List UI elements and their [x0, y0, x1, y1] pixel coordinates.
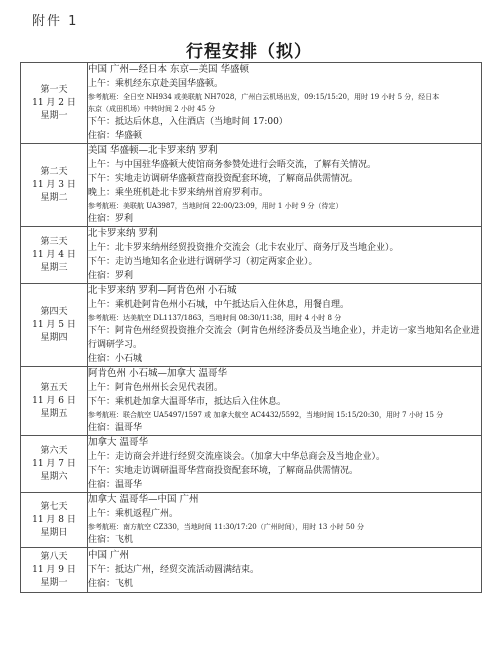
day-label: 第一天 — [40, 84, 68, 95]
day-label: 第八天 — [40, 551, 68, 562]
day-cell — [21, 367, 88, 436]
itinerary-body — [21, 63, 482, 593]
day-cell — [21, 436, 88, 493]
activity-line: 上午：北卡罗来纳州经贸投资推介交流会（北卡农业厅、商务厅及当地企业）。 — [88, 243, 399, 253]
day-label: 第三天 — [40, 236, 68, 247]
accommodation-line: 住宿：飞机 — [88, 535, 134, 545]
activity-line: 上午：阿肯色州州长会见代表团。 — [88, 383, 224, 393]
accommodation-line: 住宿：温哥华 — [88, 480, 143, 490]
route-heading: 加拿大 温哥华 — [88, 437, 149, 448]
flight-reference: 参考航班：达美航空 DL1137/1863，当地时间 08:30/11:38，用时 4 小时 8 分 — [88, 314, 342, 322]
day-detail — [88, 284, 482, 367]
day-date: 11 月 3 日 — [32, 179, 76, 190]
day-detail — [88, 144, 482, 227]
day-label: 第六天 — [40, 445, 68, 456]
day-date: 11 月 5 日 — [32, 319, 76, 330]
route-heading: 加拿大 温哥华—中国 广州 — [88, 494, 199, 505]
flight-reference: 参考航班：联合航空 UA5497/1597 或 加拿大航空 AC4432/5592，当地时间 15:15/20:30，用时 7 小时 15 分 — [88, 411, 444, 419]
activity-line: 下午：走访当地知名企业进行调研学习（初定两家企业）。 — [88, 257, 318, 267]
day-row — [21, 63, 482, 144]
day-date: 11 月 9 日 — [32, 564, 76, 575]
day-weekday: 星期五 — [40, 408, 68, 419]
day-row — [21, 227, 482, 284]
day-detail — [88, 227, 482, 284]
flight-reference: 参考航班：全日空 NH934 或美联航 NH7028，广州白云机场出发，09:15/15:20，用时 19 小时 5 分，经日本 — [88, 93, 440, 101]
annex-label: 附件 1 — [32, 14, 79, 29]
day-row — [21, 144, 482, 227]
day-weekday: 星期日 — [40, 527, 68, 538]
itinerary-table — [20, 62, 482, 593]
day-row — [21, 493, 482, 548]
accommodation-line: 住宿：小石城 — [88, 354, 143, 364]
day-label: 第二天 — [40, 166, 68, 177]
activity-line: 下午：阿肯色州经贸投资推介交流会（阿肯色州经济委员及当地企业），并走访一家当地知名企业进行调研学习。 — [88, 326, 480, 350]
day-detail — [88, 436, 482, 493]
day-row — [21, 436, 482, 493]
day-detail — [88, 493, 482, 548]
activity-line: 下午：抵达后休息，入住酒店（当地时间 17:00） — [88, 117, 288, 127]
day-cell — [21, 284, 88, 367]
flight-reference: 参考航班：南方航空 CZ330，当地时间 11:30/17:20（广州时间），用时 13 小时 50 分 — [88, 523, 364, 531]
day-label: 第五天 — [40, 382, 68, 393]
day-date: 11 月 4 日 — [32, 249, 76, 260]
day-detail — [88, 548, 482, 593]
accommodation-line: 住宿：华盛顿 — [88, 131, 143, 141]
day-date: 11 月 8 日 — [32, 514, 76, 525]
day-label: 第七天 — [40, 501, 68, 512]
route-heading: 阿肯色州 小石城—加拿大 温哥华 — [88, 368, 228, 379]
page-title: 行程安排（拟） — [186, 42, 312, 62]
route-heading: 北卡罗来纳 罗利 — [88, 228, 158, 239]
day-row — [21, 548, 482, 593]
activity-line: 上午：走访商会并进行经贸交流座谈会。（加拿大中华总商会及当地企业）。 — [88, 452, 386, 462]
day-detail — [88, 63, 482, 144]
route-heading: 中国 广州—经日本 东京—美国 华盛顿 — [88, 64, 250, 75]
day-date: 11 月 7 日 — [32, 458, 76, 469]
activity-line: 上午：乘机经东京赴美国华盛顿。 — [88, 79, 224, 89]
flight-reference: 东京（成田机场）中转时间 2 小时 45 分 — [88, 105, 216, 113]
activity-line: 上午：与中国驻华盛顿大使馆商务参赞处进行会晤交流，了解有关情况。 — [88, 160, 377, 170]
day-cell — [21, 63, 88, 144]
activity-line: 下午：实地走访调研温哥华营商投资配套环境，了解商品供需情况。 — [88, 466, 359, 476]
day-date: 11 月 2 日 — [32, 97, 76, 108]
day-label: 第四天 — [40, 306, 68, 317]
flight-reference: 参考航班：美联航 UA3987，当地时间 22:00/23:09，用时 1 小时 9 分（待定） — [88, 202, 343, 210]
activity-line: 晚上：乘坐班机赴北卡罗来纳州首府罗利市。 — [88, 188, 269, 198]
activity-line: 下午：抵达广州，经贸交流活动圆满结束。 — [88, 565, 260, 575]
accommodation-line: 住宿：飞机 — [88, 579, 134, 589]
day-row — [21, 284, 482, 367]
day-weekday: 星期一 — [40, 577, 68, 588]
activity-line: 下午：乘机赴加拿大温哥华市，抵达后入住休息。 — [88, 397, 287, 407]
day-weekday: 星期二 — [40, 192, 68, 203]
day-row — [21, 367, 482, 436]
activity-line: 下午：实地走访调研华盛顿营商投资配套环境，了解商品供需情况。 — [88, 174, 359, 184]
accommodation-line: 住宿：罗利 — [88, 271, 134, 281]
day-detail — [88, 367, 482, 436]
day-weekday: 星期四 — [40, 332, 68, 343]
day-cell — [21, 548, 88, 593]
day-cell — [21, 227, 88, 284]
route-heading: 北卡罗来纳 罗利—阿肯色州 小石城 — [88, 285, 237, 296]
day-weekday: 星期六 — [40, 471, 68, 482]
route-heading: 美国 华盛顿—北卡罗来纳 罗利 — [88, 145, 218, 156]
route-heading: 中国 广州 — [88, 550, 130, 561]
day-weekday: 星期一 — [40, 110, 68, 121]
day-weekday: 星期三 — [40, 262, 68, 273]
activity-line: 上午：乘机返程广州。 — [88, 509, 179, 519]
activity-line: 上午：乘机赴阿肯色州小石城，中午抵达后入住休息，用餐自理。 — [88, 300, 350, 310]
day-date: 11 月 6 日 — [32, 395, 76, 406]
accommodation-line: 住宿：温哥华 — [88, 423, 143, 433]
day-cell — [21, 144, 88, 227]
accommodation-line: 住宿：罗利 — [88, 214, 134, 224]
day-cell — [21, 493, 88, 548]
